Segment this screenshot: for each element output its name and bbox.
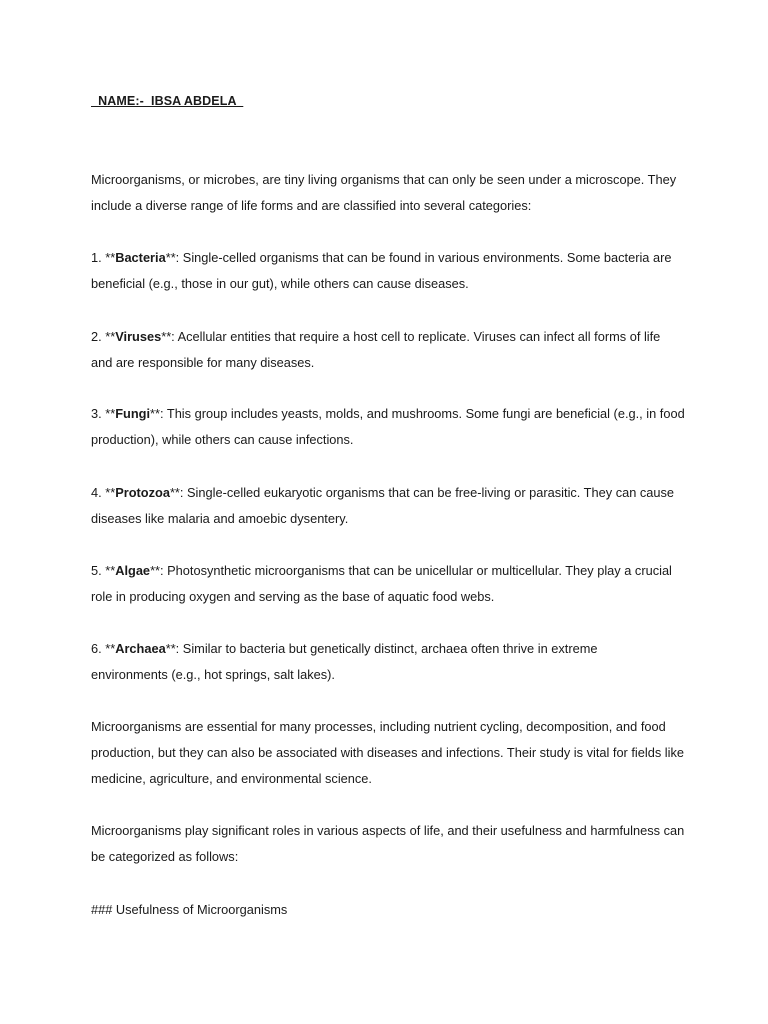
list-item-algae — [91, 558, 691, 610]
item-term-algae: Algae — [115, 563, 151, 578]
item-text-line-2: environments (e.g., hot springs, salt lakes). — [91, 667, 335, 682]
list-item-viruses — [91, 324, 691, 376]
item-prefix: 5. ** — [91, 563, 116, 578]
item-text-line-2: production), while others can cause infections. — [91, 432, 354, 447]
summary-line-1: Microorganisms are essential for many processes, including nutrient cycling, decomposition, and food — [91, 719, 666, 734]
intro-line-2: include a diverse range of life forms and are classified into several categories: — [91, 198, 532, 213]
roles-paragraph — [91, 818, 691, 870]
item-prefix: 2. ** — [91, 329, 116, 344]
item-term-protozoa: Protozoa — [115, 485, 170, 500]
item-prefix: 4. ** — [91, 485, 116, 500]
summary-line-3: medicine, agriculture, and environmental science. — [91, 771, 372, 786]
section-heading — [91, 897, 691, 923]
item-text: **: Acellular entities that require a host cell to replicate. Viruses can infect all forms of life — [161, 329, 661, 344]
item-text: **: Similar to bacteria but genetically distinct, archaea often thrive in extreme — [165, 641, 598, 656]
item-prefix: 1. ** — [91, 250, 116, 265]
list-item-archaea — [91, 636, 691, 688]
item-prefix: 3. ** — [91, 406, 116, 421]
item-term-bacteria: Bacteria — [115, 250, 166, 265]
summary-paragraph — [91, 714, 691, 792]
item-term-viruses: Viruses — [115, 329, 162, 344]
item-text-line-2: diseases like malaria and amoebic dysentery. — [91, 511, 349, 526]
item-text: **: Single-celled eukaryotic organisms that can be free-living or parasitic. They can cause — [169, 485, 675, 500]
intro-line-1: Microorganisms, or microbes, are tiny living organisms that can only be seen under a microscope. They — [91, 172, 677, 187]
item-text: **: This group includes yeasts, molds, and mushrooms. Some fungi are beneficial (e.g., in food — [150, 406, 685, 421]
item-term-archaea: Archaea — [115, 641, 166, 656]
item-text-line-2: beneficial (e.g., those in our gut), while others can cause diseases. — [91, 276, 469, 291]
name-line: NAME:- IBSA ABDELA — [91, 94, 244, 108]
roles-line-2: be categorized as follows: — [91, 849, 239, 864]
usefulness-heading: ### Usefulness of Microorganisms — [91, 902, 288, 917]
list-item-protozoa — [91, 480, 691, 532]
item-term-fungi: Fungi — [115, 406, 151, 421]
intro-paragraph — [91, 167, 691, 219]
item-text: **: Photosynthetic microorganisms that can be unicellular or multicellular. They play a crucial — [150, 563, 672, 578]
roles-line-1: Microorganisms play significant roles in various aspects of life, and their usefulness and harmfulness can — [91, 823, 685, 838]
item-text-line-2: and are responsible for many diseases. — [91, 355, 315, 370]
item-text: **: Single-celled organisms that can be found in various environments. Some bacteria are — [165, 250, 672, 265]
list-item-fungi — [91, 401, 691, 453]
item-text-line-2: role in producing oxygen and serving as the base of aquatic food webs. — [91, 589, 495, 604]
summary-line-2: production, but they can also be associated with diseases and infections. Their study is vital for fields like — [91, 745, 685, 760]
item-prefix: 6. ** — [91, 641, 116, 656]
list-item-bacteria — [91, 245, 691, 297]
